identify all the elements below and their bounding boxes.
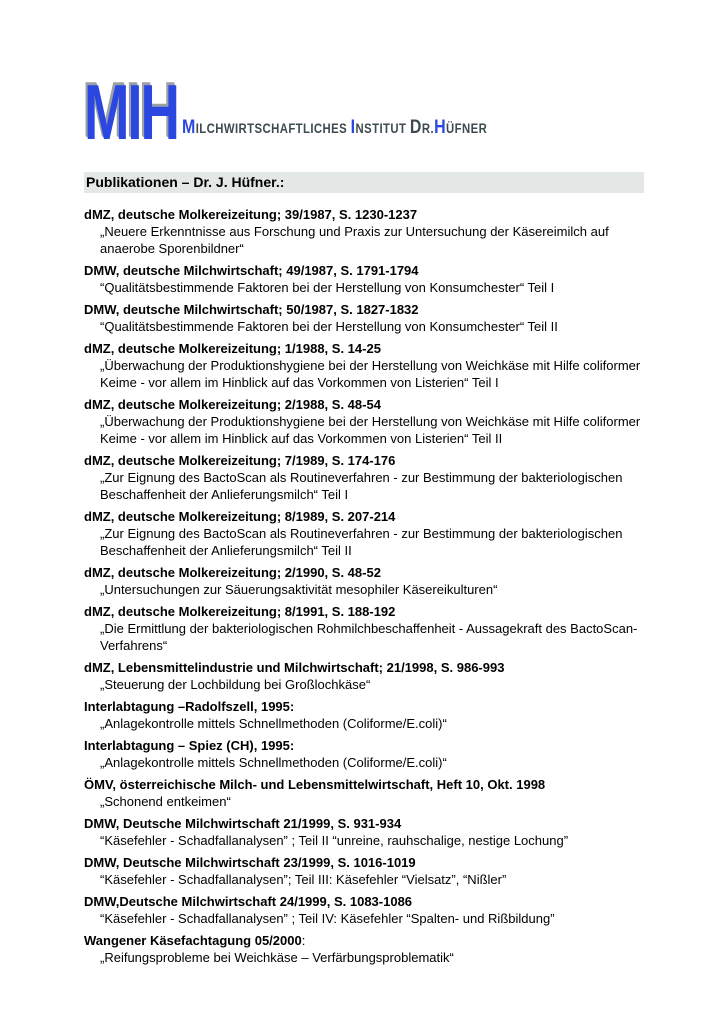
publication-heading-text: ÖMV, österreichische Milch- und Lebensmittelwirtschaft, Heft 10, Okt. 1998 [84, 777, 546, 792]
publication-body: “Käsefehler - Schadfallanalysen” ; Teil II “unreine, rauhschalige, nestige Lochung” [100, 833, 569, 848]
publication-entry [84, 508, 644, 559]
publication-heading [84, 340, 644, 357]
publication-body: “Käsefehler - Schadfallanalysen”; Teil III: Käsefehler “Vielsatz”, “Nißler” [100, 872, 507, 887]
publication-body: „Schonend entkeimen“ [100, 794, 231, 809]
publication-heading-text: dMZ, deutsche Molkereizeitung; 2/1988, S. 48-54 [84, 397, 381, 412]
publication-entry [84, 262, 644, 296]
page-title: Publikationen – Dr. J. Hüfner.: [86, 174, 285, 190]
publication-entry [84, 698, 644, 732]
publication-body: „Untersuchungen zur Säuerungsaktivität mesophiler Käsereikulturen“ [100, 582, 498, 597]
tagline-segment: D [409, 117, 422, 138]
publication-heading [84, 854, 644, 871]
publication-heading-text: DMW, deutsche Milchwirtschaft; 49/1987, S. 1791-1794 [84, 263, 419, 278]
publication-entry [84, 932, 644, 966]
tagline-segment: NSTITUT [355, 121, 410, 136]
publication-body: „Reifungsprobleme bei Weichkäse – Verfärbungsproblematik“ [100, 950, 454, 965]
publication-heading-text: dMZ, deutsche Molkereizeitung; 8/1989, S. 207-214 [84, 509, 396, 524]
publication-entry [84, 206, 644, 257]
publication-entry [84, 854, 644, 888]
publication-body: “Qualitätsbestimmende Faktoren bei der Herstellung von Konsumchester“ Teil II [100, 319, 558, 334]
logo-tagline [182, 118, 487, 140]
publication-body: „Anlagekontrolle mittels Schnellmethoden (Coliforme/E.coli)“ [100, 755, 447, 770]
logo-acronym-mih: MIH [84, 68, 178, 156]
publication-entry [84, 301, 644, 335]
publications-list [84, 206, 644, 966]
publication-entry [84, 893, 644, 927]
publication-heading-suffix: : [301, 933, 306, 948]
publication-heading-text: DMW, Deutsche Milchwirtschaft 21/1999, S. 931-934 [84, 816, 402, 831]
publication-entry [84, 396, 644, 447]
publication-body: „Zur Eignung des BactoScan als Routineverfahren - zur Bestimmung der bakteriologischen Beschaffenheit der Anlieferungsmilch“ Teil II [100, 526, 623, 558]
publication-heading-text: dMZ, deutsche Molkereizeitung; 8/1991, S. 188-192 [84, 604, 396, 619]
publication-heading-text: DMW,Deutsche Milchwirtschaft 24/1999, S. 1083-1086 [84, 894, 413, 909]
publication-body: “Käsefehler - Schadfallanalysen” ; Teil IV: Käsefehler “Spalten- und Rißbildung” [100, 911, 555, 926]
tagline-segment: H [434, 117, 447, 138]
publication-heading-text: dMZ, deutsche Molkereizeitung; 2/1990, S. 48-52 [84, 565, 381, 580]
publication-heading [84, 815, 644, 832]
publication-heading [84, 301, 644, 318]
publication-heading [84, 893, 644, 910]
tagline-segment: I [350, 117, 356, 138]
publication-entry [84, 452, 644, 503]
publication-heading [84, 737, 644, 754]
publication-entry [84, 603, 644, 654]
publication-entry [84, 659, 644, 693]
publication-heading-text: DMW, Deutsche Milchwirtschaft 23/1999, S. 1016-1019 [84, 855, 416, 870]
publication-heading-text: DMW, deutsche Milchwirtschaft; 50/1987, S. 1827-1832 [84, 302, 419, 317]
publication-body: „Zur Eignung des BactoScan als Routineverfahren - zur Bestimmung der bakteriologischen Beschaffenheit der Anlieferungsmilch“ Teil I [100, 470, 623, 502]
tagline-segment: ILCHWIRTSCHAFTLICHES [195, 121, 351, 136]
publication-body: “Qualitätsbestimmende Faktoren bei der Herstellung von Konsumchester“ Teil I [100, 280, 555, 295]
tagline-segment: ÜFNER [446, 121, 488, 136]
content-column [84, 0, 644, 971]
publication-entry [84, 776, 644, 810]
publication-heading [84, 776, 644, 793]
institute-logo [84, 68, 644, 156]
publication-heading [84, 262, 644, 279]
publication-entry [84, 340, 644, 391]
publication-heading [84, 508, 644, 525]
publication-heading-text: Interlabtagung – Spiez (CH), 1995: [84, 738, 295, 753]
publication-body: „Die Ermittlung der bakteriologischen Rohmilchbeschaffenheit - Aussagekraft des BactoScan-Verfahrens“ [100, 621, 638, 653]
publication-heading-text: dMZ, deutsche Molkereizeitung; 7/1989, S. 174-176 [84, 453, 396, 468]
tagline-segment: R. [421, 121, 435, 136]
publication-heading [84, 698, 644, 715]
header-bar [84, 172, 644, 193]
publication-heading [84, 659, 644, 676]
publication-entry [84, 737, 644, 771]
publication-heading [84, 603, 644, 620]
publication-heading [84, 206, 644, 223]
publication-heading-text: Interlabtagung –Radolfszell, 1995: [84, 699, 295, 714]
publication-body: „Anlagekontrolle mittels Schnellmethoden (Coliforme/E.coli)“ [100, 716, 447, 731]
publication-heading-text: dMZ, deutsche Molkereizeitung; 1/1988, S. 14-25 [84, 341, 381, 356]
publication-body: „Überwachung der Produktionshygiene bei der Herstellung von Weichkäse mit Hilfe coliformer Keime - vor allem im Hinblick auf das Vorkommen von Listerien“ Teil I [100, 358, 641, 390]
publication-heading-text: Wangener Käsefachtagung 05/2000 [84, 933, 302, 948]
publication-body: „Überwachung der Produktionshygiene bei der Herstellung von Weichkäse mit Hilfe coliformer Keime - vor allem im Hinblick auf das Vorkommen von Listerien“ Teil II [100, 414, 641, 446]
publication-heading-text: dMZ, deutsche Molkereizeitung; 39/1987, S. 1230-1237 [84, 207, 418, 222]
publication-entry [84, 815, 644, 849]
publication-body: „Steuerung der Lochbildung bei Großlochkäse“ [100, 677, 371, 692]
publication-body: „Neuere Erkenntnisse aus Forschung und Praxis zur Untersuchung der Käsereimilch auf anaerobe Sporenbildner“ [100, 224, 609, 256]
tagline-segment: M [181, 117, 196, 138]
publication-heading-text: dMZ, Lebensmittelindustrie und Milchwirtschaft; 21/1998, S. 986-993 [84, 660, 505, 675]
publication-heading [84, 564, 644, 581]
publication-entry [84, 564, 644, 598]
publication-heading [84, 932, 644, 949]
publication-heading [84, 396, 644, 413]
publication-heading [84, 452, 644, 469]
